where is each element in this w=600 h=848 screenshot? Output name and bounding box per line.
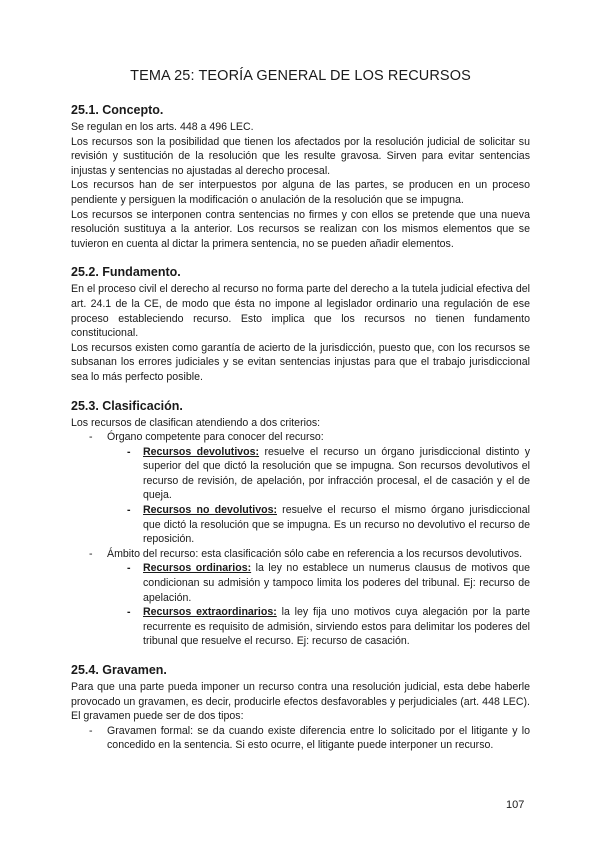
paragraph: Los recursos de clasifican atendiendo a dos criterios: <box>71 416 321 429</box>
criterion-label: Ámbito del recurso: esta clasificación sólo cabe en referencia a los recursos devolutivos. <box>107 547 523 560</box>
dash-bullet: - <box>127 445 131 458</box>
sub-list-item <box>71 445 530 503</box>
term-description: resuelve el recurso un órgano jurisdiccional distinto y superior del que dictó la resolución que se impugna. Son recursos devolutivos el recurso de revisión, de apelación, por infracción procesal, el de casación y el de queja. <box>143 445 530 502</box>
dash-bullet: - <box>127 562 131 575</box>
list-item <box>71 724 530 753</box>
term-description: resuelve el recurso el mismo órgano jurisdiccional que dictó la resolución que se impugna. Es un recurso no devolutivo el recurso de reposición. <box>143 504 530 546</box>
paragraph: Los recursos han de ser interpuestos por alguna de las partes, se producen en un proceso pendiente y persiguen la modificación o anulación de la resolución que se impugna. <box>71 179 530 206</box>
section-heading: 25.3. Clasificación. <box>71 398 183 413</box>
term: Recursos devolutivos: <box>143 445 260 458</box>
term: Recursos ordinarios: <box>143 562 252 575</box>
dash-bullet: - <box>89 431 93 444</box>
paragraph: Se regulan en los arts. 448 a 496 LEC. <box>71 121 254 133</box>
criterion-label: Órgano competente para conocer del recurso: <box>107 431 324 444</box>
dash-bullet: - <box>89 724 93 737</box>
dash-bullet: - <box>127 504 131 517</box>
section-heading: 25.1. Concepto. <box>71 103 164 117</box>
list-item-text: Gravamen formal: se da cuando existe diferencia entre lo solicitado por el litigante y lo concedido en la sentencia. Si esto ocurre, el litigante puede interponer un recurso. <box>107 724 530 752</box>
paragraph: Para que una parte pueda imponer un recurso contra una resolución judicial, esta debe haberle provocado un gravamen, es decir, producirle efectos desfavorables y perjudiciales (art. 448 LEC). El gravamen puede ser de dos tipos: <box>71 681 530 723</box>
dash-bullet: - <box>127 606 131 619</box>
section-gravamen <box>71 662 530 753</box>
page-number: 107 <box>506 799 525 811</box>
list-item <box>71 430 530 445</box>
section-concepto <box>71 102 530 251</box>
sub-list-item <box>71 503 530 547</box>
list-item <box>71 547 530 562</box>
section-heading: 25.2. Fundamento. <box>71 265 181 280</box>
section-heading: 25.4. Gravamen. <box>71 663 167 677</box>
document-page <box>71 68 530 766</box>
paragraph: Los recursos son la posibilidad que tienen los afectados por la resolución judicial de solicitar su revisión y sustitución de la resolución que les resulte gravosa. Sirven para evitar sentencias injustas y sentencias no ajustadas al derecho procesal. <box>71 135 530 177</box>
paragraph: Los recursos se interponen contra sentencias no firmes y con ellos se pretende que una nueva resolución sustituya a la anterior. Los recursos se realizan con los mismos elementos que se tuvieron en cuenta al dictar la primera sentencia, no se pueden añadir elementos. <box>71 208 530 250</box>
section-fundamento <box>71 264 530 384</box>
page-title: TEMA 25: TEORÍA GENERAL DE LOS RECURSOS <box>130 68 471 84</box>
term: Recursos extraordinarios: <box>143 606 277 619</box>
dash-bullet: - <box>89 547 93 560</box>
term-description: la ley fija uno motivos cuya alegación por la parte recurrente es requisito de admisión, sirviendo estos para delimitar los poderes del tribunal que resuelve el recurso. Ej: recurso de casación. <box>143 606 530 648</box>
section-clasificacion <box>71 398 530 650</box>
sub-list-item <box>71 561 530 605</box>
sub-list-item <box>71 605 530 649</box>
paragraph: Los recursos existen como garantía de acierto de la jurisdicción, puesto que, con los recursos se subsanan los errores judiciales y se evitan sentencias injustas para que el trabajo jurisdiccional sea lo más perfecto posible. <box>71 341 530 383</box>
term: Recursos no devolutivos: <box>143 504 277 517</box>
paragraph: En el proceso civil el derecho al recurso no forma parte del derecho a la tutela judicial efectiva del art. 24.1 de la CE, de modo que ésta no impone al legislador ordinario una regulación de ese proceso estableciendo recurso. Esto implica que los recursos no tienen fundamento constitucional. <box>71 283 530 340</box>
term-description: la ley no establece un numerus clausus de motivos que condicionan su admisión y tampoco limita los poderes del tribunal. Ej: recurso de apelación. <box>143 562 530 604</box>
